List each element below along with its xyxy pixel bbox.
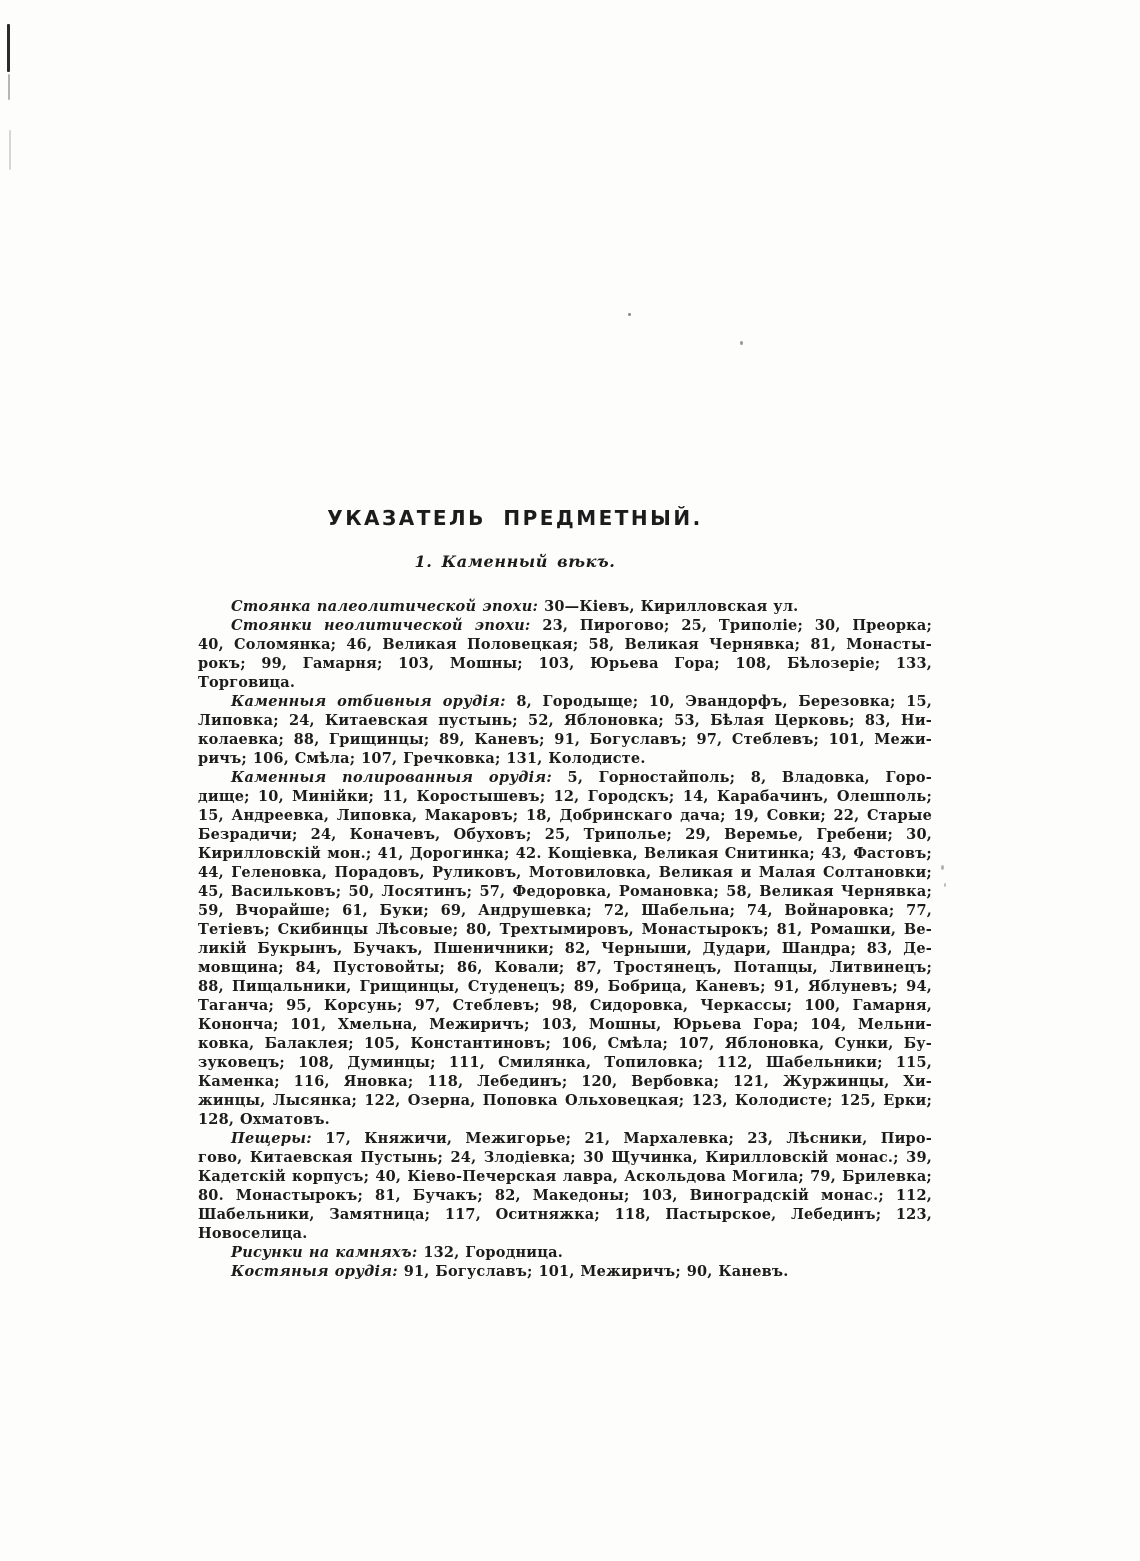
entry-line: ликій Букрынъ, Бучакъ, Пшеничники; 82, Черныши, Дудари, Шандра; 83, Де-: [198, 940, 932, 957]
entry-line: Торговица.: [198, 674, 296, 691]
entry-line: ковка, Балаклея; 105, Константиновъ; 106, Смѣла; 107, Яблоновка, Сунки, Бу-: [198, 1035, 932, 1052]
index-entry: [198, 616, 932, 692]
entry-text: 5, Горностайполь; 8, Владовка, Горо-: [551, 769, 932, 786]
entry-line: жинцы, Лысянка; 122, Озерна, Поповка Ольховецкая; 123, Колодисте; 125, Ерки;: [198, 1092, 932, 1109]
scan-speck: [944, 883, 946, 887]
index-entry: [198, 1262, 932, 1281]
entry-line: мовщина; 84, Пустовойты; 86, Ковали; 87, Тростянецъ, Потапцы, Литвинецъ;: [198, 959, 932, 976]
index-entry: [198, 1129, 932, 1243]
entry-line: 40, Соломянка; 46, Великая Половецкая; 58, Великая Чернявка; 81, Монасты-: [198, 636, 932, 653]
entry-line: зуковецъ; 108, Думинцы; 111, Смилянка, Топиловка; 112, Шабельники; 115,: [198, 1054, 932, 1071]
entry-first-line: [198, 692, 932, 711]
entry-line: Липовка; 24, Китаевская пустынь; 52, Яблоновка; 53, Бѣлая Церковь; 83, Ни-: [198, 712, 932, 729]
entry-line: Шабельники, Замятница; 117, Оситняжка; 118, Пастырское, Лебединъ; 123,: [198, 1206, 932, 1223]
entry-text: 17, Княжичи, Межигорье; 21, Мархалевка; 23, Лѣсники, Пиро-: [311, 1130, 932, 1147]
entry-line: Кононча; 101, Хмельна, Межиричъ; 103, Мошны, Юрьева Гора; 104, Мельни-: [198, 1016, 932, 1033]
entry-line: 88, Пищальники, Грищинцы, Студенецъ; 89, Бобрица, Каневъ; 91, Яблуневъ; 94,: [198, 978, 932, 995]
entry-term: Стоянки неолитической эпохи:: [231, 617, 531, 634]
entry-line: Таганча; 95, Корсунь; 97, Стеблевъ; 98, Сидоровка, Черкассы; 100, Гамарня,: [198, 997, 932, 1014]
entry-line: 80. Монастырокъ; 81, Бучакъ; 82, Македоны; 103, Виноградскій монас.; 112,: [198, 1187, 932, 1204]
entry-line: 44, Геленовка, Порадовъ, Руликовъ, Мотовиловка, Великая и Малая Солтановки;: [198, 864, 932, 881]
entry-term: Пещеры:: [231, 1130, 312, 1147]
entry-term: Каменныя отбивныя орудія:: [231, 693, 506, 710]
entry-term: Рисунки на камняхъ:: [231, 1244, 418, 1261]
scan-artifact-smudge: [9, 130, 11, 170]
scan-artifact-bar: [7, 24, 10, 72]
entry-first-line: [198, 1129, 932, 1148]
section-heading: 1. Каменный вѣкъ.: [414, 552, 616, 571]
index-entry: [198, 692, 932, 768]
entry-term: Костяныя орудія:: [231, 1263, 398, 1280]
entry-line: Кирилловскій мон.; 41, Дорогинка; 42. Кощіевка, Великая Снитинка; 43, Фастовъ;: [198, 845, 932, 862]
entry-line: 15, Андреевка, Липовка, Макаровъ; 18, Добринскаго дача; 19, Совки; 22, Старые: [198, 807, 932, 824]
entry-line: гово, Китаевская Пустынь; 24, Злодіевка; 30 Щучинка, Кирилловскій монас.; 39,: [198, 1149, 932, 1166]
entry-term: Каменныя полированныя орудія:: [231, 769, 552, 786]
entry-line: Новоселица.: [198, 1225, 308, 1242]
entry-text: 23, Пирогово; 25, Триполіе; 30, Преорка;: [530, 617, 932, 634]
entry-line: Безрадичи; 24, Коначевъ, Обуховъ; 25, Триполье; 29, Веремье, Гребени; 30,: [198, 826, 932, 843]
entry-first-line: [198, 1243, 932, 1262]
entry-line: рокъ; 99, Гамарня; 103, Мошны; 103, Юрьева Гора; 108, Бѣлозеріе; 133,: [198, 655, 932, 672]
entry-first-line: [198, 1262, 932, 1281]
entry-first-line: [198, 768, 932, 787]
scan-speck: [740, 341, 743, 345]
entry-text: 30—Кіевъ, Кирилловская ул.: [538, 598, 799, 615]
entry-line: 59, Вчорайше; 61, Буки; 69, Андрушевка; 72, Шабельна; 74, Войнаровка; 77,: [198, 902, 932, 919]
entry-text: 91, Богуславъ; 101, Межиричъ; 90, Каневъ.: [397, 1263, 789, 1280]
entry-term: Стоянка палеолитической эпохи:: [231, 598, 539, 615]
entry-first-line: [198, 616, 932, 635]
page-content: [198, 505, 932, 1281]
entry-text: 8, Городыще; 10, Эвандорфъ, Березовка; 15,: [505, 693, 932, 710]
scan-artifact-bar-fade: [8, 74, 10, 100]
index-entry: [198, 1243, 932, 1262]
entry-line: 45, Васильковъ; 50, Лосятинъ; 57, Федоровка, Романовка; 58, Великая Чернявка;: [198, 883, 932, 900]
entry-line: Каменка; 116, Яновка; 118, Лебединъ; 120, Вербовка; 121, Журжинцы, Хи-: [198, 1073, 932, 1090]
entry-line: ричъ; 106, Смѣла; 107, Гречковка; 131, Колодисте.: [198, 750, 646, 767]
index-entry: [198, 768, 932, 1129]
scan-speck: [941, 865, 944, 870]
entry-first-line: [198, 597, 932, 616]
index-entry: [198, 597, 932, 616]
index-body: [198, 597, 932, 1281]
scan-speck: [628, 313, 631, 316]
entry-text: 132, Городница.: [417, 1244, 563, 1261]
entry-line: Тетіевъ; Скибинцы Лѣсовые; 80, Трехтымировъ, Монастырокъ; 81, Ромашки, Ве-: [198, 921, 932, 938]
entry-line: колаевка; 88, Грищинцы; 89, Каневъ; 91, Богуславъ; 97, Стеблевъ; 101, Межи-: [198, 731, 932, 748]
entry-line: Кадетскій корпусъ; 40, Кіево-Печерская лавра, Аскольдова Могила; 79, Брилевка;: [198, 1168, 932, 1185]
entry-line: 128, Охматовъ.: [198, 1111, 330, 1128]
entry-line: дище; 10, Минійки; 11, Коростышевъ; 12, Городскъ; 14, Карабачинъ, Олешполь;: [198, 788, 932, 805]
page-title: УКАЗАТЕЛЬ ПРЕДМЕТНЫЙ.: [327, 506, 703, 530]
